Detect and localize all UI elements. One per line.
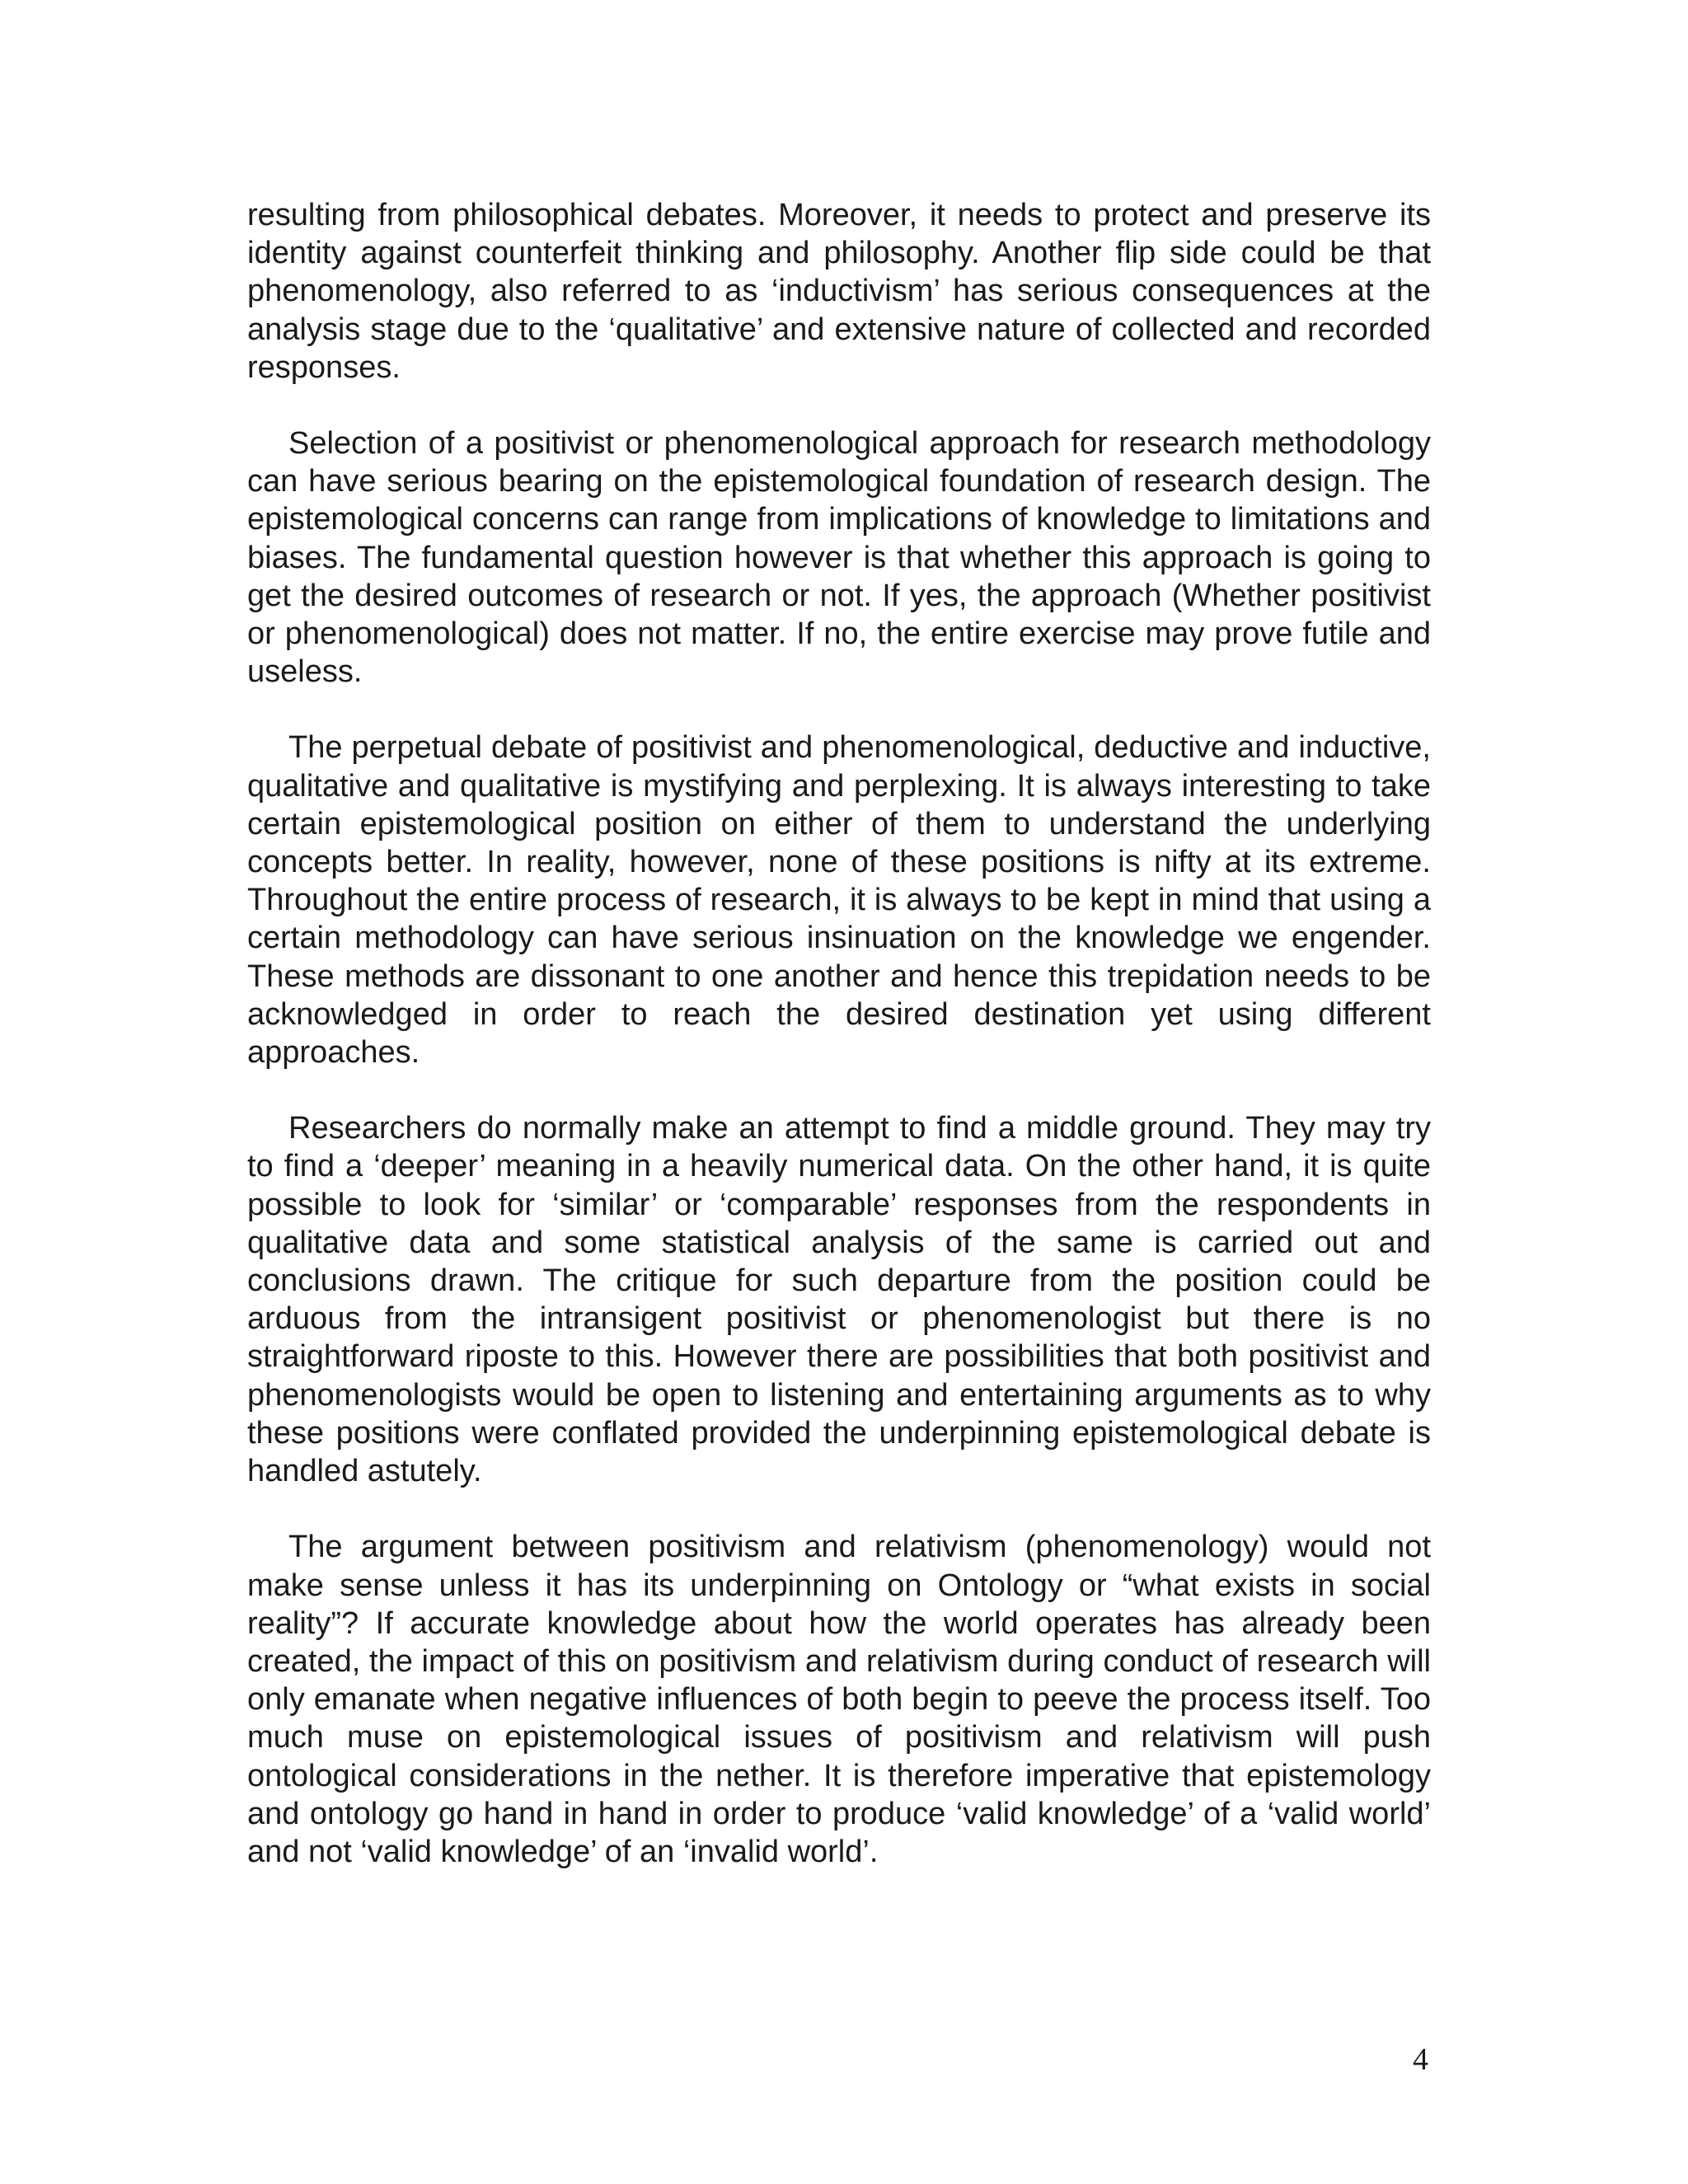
paragraph-continuation: resulting from philosophical debates. Moreover, it needs to protect and preserve its identity against counterfeit thinking and philosophy. Another flip side could be that phenomenology, also referred to as ‘inductivism’ has serious consequences at the analysis stage due to the ‘qualitative’ and extensive nature of collected and recorded responses. [247,198,1431,385]
body-text [247,196,1431,1909]
paragraph-perpetual-debate: The perpetual debate of positivist and phenomenological, deductive and inductive, qualitative and qualitative is mystifying and perplexing. It is always interesting to take certain epistemological position on either of them to understand the underlying concepts better. In reality, however, none of these positions is nifty at its extreme. Throughout the entire process of research, it is always to be kept in mind that using a certain methodology can have serious insinuation on the knowledge we engender. These methods are dissonant to one another and hence this trepidation needs to be acknowledged in order to reach the desired destination yet using different approaches. [247,730,1431,1071]
paragraph-middle-ground: Researchers do normally make an attempt to find a middle ground. They may try to find a ‘deeper’ meaning in a heavily numerical data. On the other hand, it is quite possible to look for ‘similar’ or ‘comparable’ responses from the respondents in qualitative data and some statistical analysis of the same is carried out and conclusions drawn. The critique for such departure from the position could be arduous from the intransigent positivist or phenomenologist but there is no straightforward riposte to this. However there are possibilities that both positivist and phenomenologists would be open to listening and entertaining arguments as to why these positions were conflated provided the underpinning epistemological debate is handled astutely. [247,1111,1431,1489]
page-number: 4 [1413,2042,1428,2077]
paragraph-ontology: The argument between positivism and relativism (phenomenology) would not make sense unless it has its underpinning on Ontology or “what exists in social reality”? If accurate knowledge about how the world operates has already been created, the impact of this on positivism and relativism during conduct of research will only emanate when negative influences of both begin to peeve the process itself. Too much muse on epistemological issues of positivism and relativism will push ontological considerations in the nether. It is therefore imperative that epistemology and ontology go hand in hand in order to produce ‘valid knowledge’ of a ‘valid world’ and not ‘valid knowledge’ of an ‘invalid world’. [247,1530,1431,1869]
paragraph-approach-selection: Selection of a positivist or phenomenological approach for research methodology can have serious bearing on the epistemological foundation of research design. The epistemological concerns can range from implications of knowledge to limitations and biases. The fundamental question however is that whether this approach is going to get the desired outcomes of research or not. If yes, the approach (Whether positivist or phenomenological) does not matter. If no, the entire exercise may prove futile and useless. [247,426,1431,690]
